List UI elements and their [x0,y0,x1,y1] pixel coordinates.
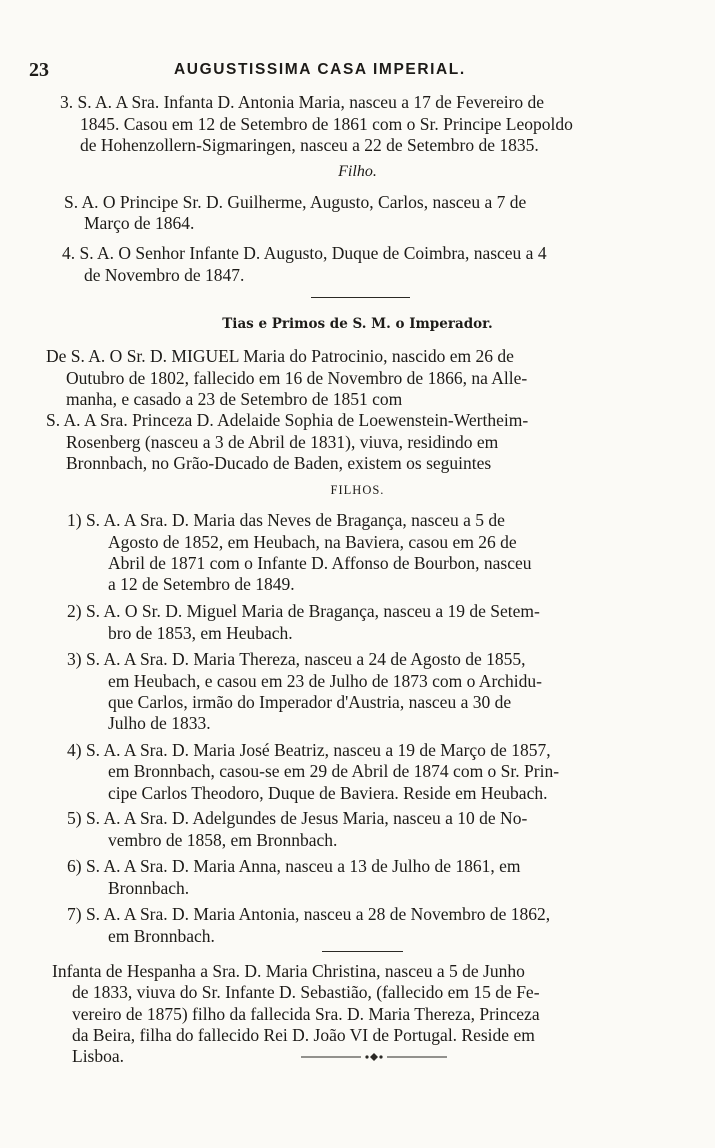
text-line: Infanta de Hespanha a Sra. D. Maria Christina, nasceu a 5 de Junho [52,961,525,981]
text-line: 3. S. A. A Sra. Infanta D. Antonia Maria, nasceu a 17 de Fevereiro de [60,92,545,112]
text-line: S. A. O Principe Sr. D. Guilherme, Augusto, Carlos, nasceu a 7 de [64,192,527,212]
text-line: vereiro de 1875) filho da fallecida Sra. D. Maria Thereza, Princeza [72,1004,540,1024]
list-item: 7) S. A. A Sra. D. Maria Antonia, nasceu a 28 de Novembro de 1862, [67,904,551,924]
text-line: Outubro de 1802, fallecido em 16 de Novembro de 1866, na Alle- [66,368,528,388]
page-number: 23 [29,59,49,81]
list-item: 4) S. A. A Sra. D. Maria José Beatriz, nasceu a 19 de Março de 1857, [67,740,551,760]
list-item: 2) S. A. O Sr. D. Miguel Maria de Bragança, nasceu a 19 de Setem- [67,601,540,621]
text-line: manha, e casado a 23 de Setembro de 1851 com [66,389,403,409]
section-heading-filho: Filho. [338,163,377,180]
text-line: em Bronnbach. [108,926,215,946]
text-line: que Carlos, irmão do Imperador d'Austria, nasceu a 30 de [108,692,512,712]
text-line: em Bronnbach, casou-se em 29 de Abril de 1874 com o Sr. Prin- [108,761,560,781]
text-line: cipe Carlos Theodoro, Duque de Baviera. Reside em Heubach. [108,783,548,803]
text-line: em Heubach, e casou em 23 de Julho de 1873 com o Archidu- [108,671,542,691]
text-line: 1845. Casou em 12 de Setembro de 1861 com o Sr. Principe Leopoldo [80,114,573,134]
text-line: Bronnbach. [108,878,190,898]
section-divider [322,951,403,952]
text-line: 4. S. A. O Senhor Infante D. Augusto, Duque de Coimbra, nasceu a 4 [62,243,547,263]
text-line: Rosenberg (nasceu a 3 de Abril de 1831), viuva, residindo em [66,432,499,452]
text-line: a 12 de Setembro de 1849. [108,574,295,594]
text-line: Março de 1864. [84,213,195,233]
text-line: de Hohenzollern-Sigmaringen, nasceu a 22 de Setembro de 1835. [80,135,539,155]
text-line: Bronnbach, no Grão-Ducado de Baden, existem os seguintes [66,453,492,473]
text-line: bro de 1853, em Heubach. [108,623,293,643]
list-item: 1) S. A. A Sra. D. Maria das Neves de Bragança, nasceu a 5 de [67,510,505,530]
text-line: Agosto de 1852, em Heubach, na Baviera, casou em 26 de [108,532,517,552]
list-item: 5) S. A. A Sra. D. Adelgundes de Jesus Maria, nasceu a 10 de No- [67,808,528,828]
section-heading-tias: Tias e Primos de S. M. o Imperador. [222,316,493,332]
list-item: 6) S. A. A Sra. D. Maria Anna, nasceu a 13 de Julho de 1861, em [67,856,521,876]
text-line: Abril de 1871 com o Infante D. Affonso de Bourbon, nasceu [108,553,532,573]
text-line: Lisboa. [72,1046,125,1066]
text-line: de 1833, viuva do Sr. Infante D. Sebastião, (fallecido em 15 de Fe- [72,982,540,1002]
text-line: De S. A. O Sr. D. MIGUEL Maria do Patrocinio, nascido em 26 de [46,346,514,366]
text-line: vembro de 1858, em Bronnbach. [108,830,338,850]
section-heading-filhos: FILHOS. [330,483,385,497]
text-line: Julho de 1833. [108,713,211,733]
section-divider [311,297,410,298]
list-item: 3) S. A. A Sra. D. Maria Thereza, nasceu a 24 de Agosto de 1855, [67,649,526,669]
text-line: da Beira, filha do fallecido Rei D. João VI de Portugal. Reside em [72,1025,535,1045]
running-header: AUGUSTISSIMA CASA IMPERIAL. [174,61,466,78]
text-line: S. A. A Sra. Princeza D. Adelaide Sophia de Loewenstein-Wertheim- [46,410,529,430]
text-line: de Novembro de 1847. [84,265,245,285]
end-ornament-icon [301,1051,447,1063]
